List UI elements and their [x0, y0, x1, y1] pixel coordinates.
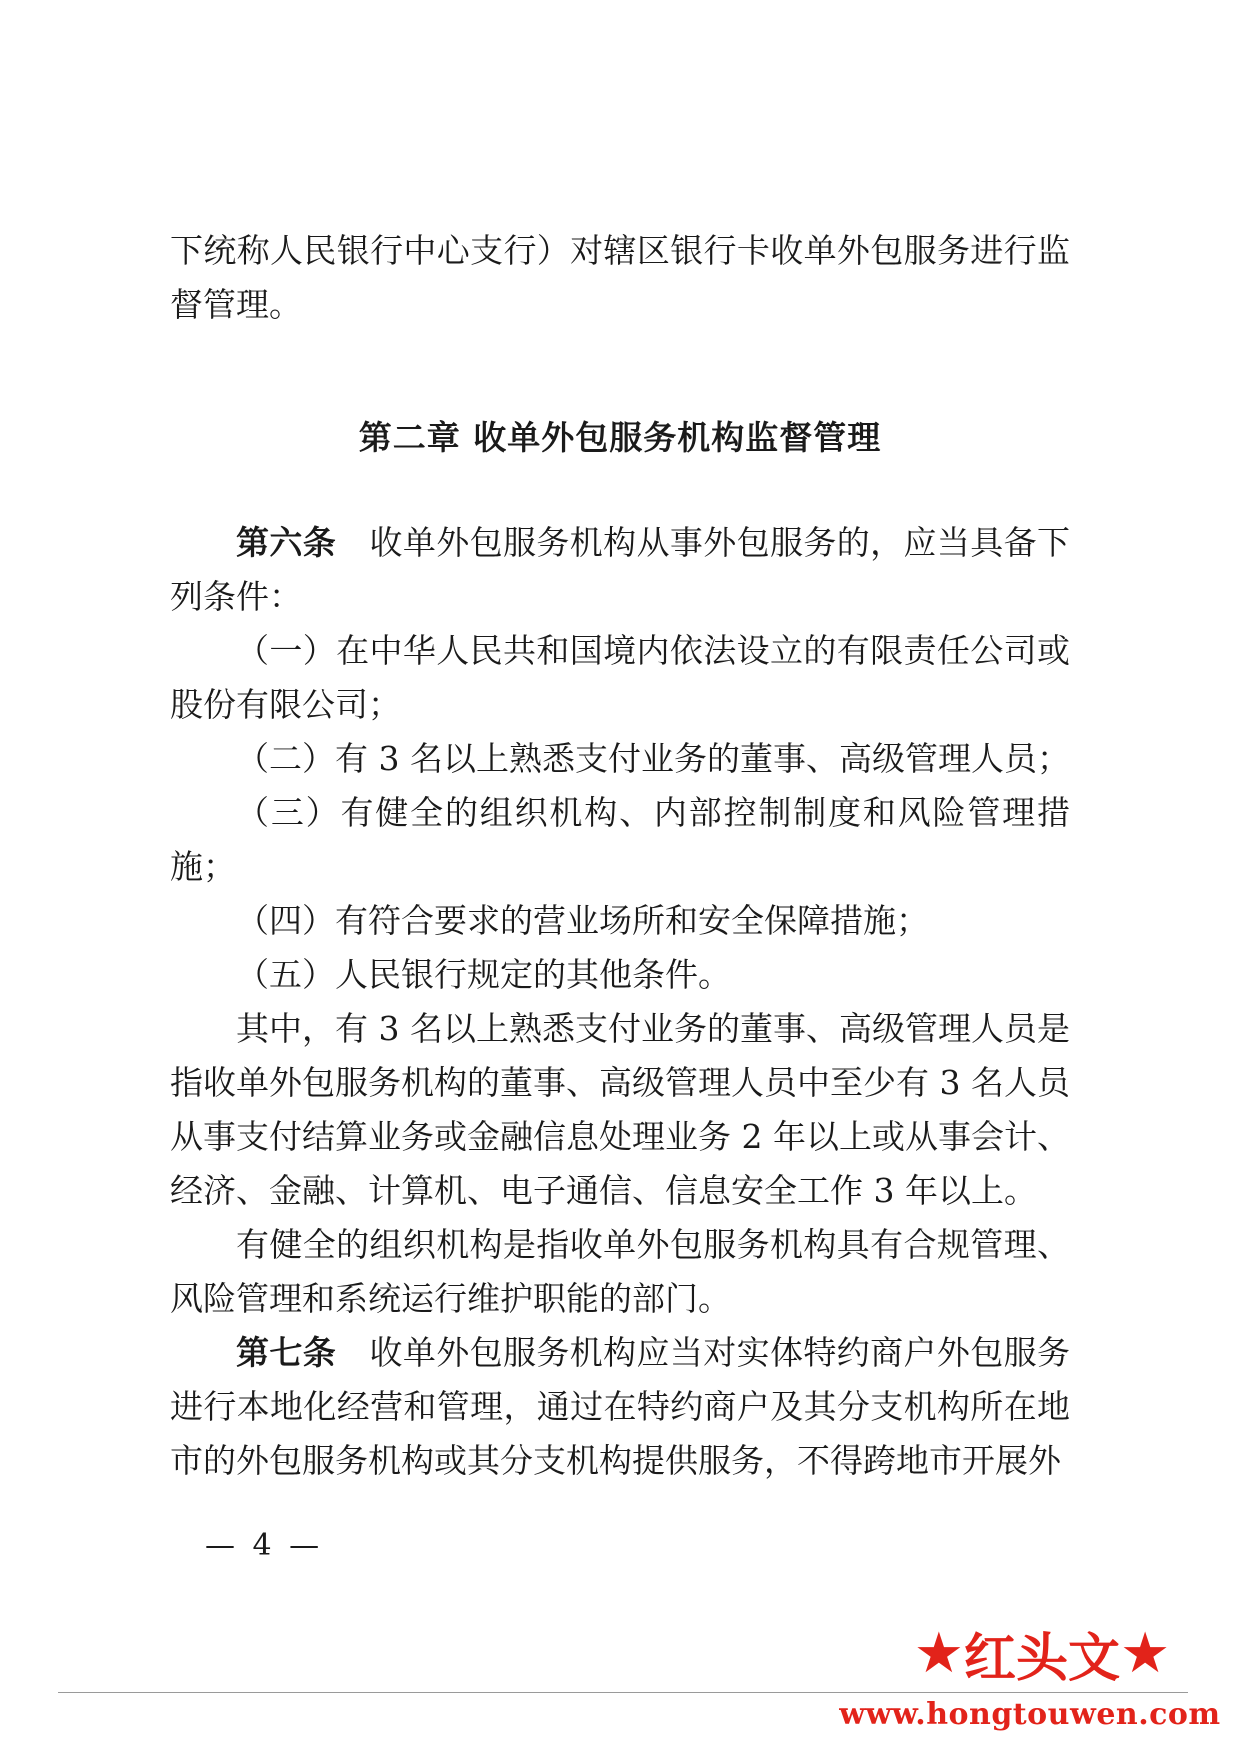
article-6-item-3: （三）有健全的组织机构、内部控制制度和风险管理措施； [170, 793, 1070, 886]
article-6-item-1: （一）在中华人民共和国境内依法设立的有限责任公司或股份有限公司； [170, 631, 1070, 724]
page-number: — 4 — [205, 1528, 324, 1563]
watermark-title [862, 1616, 1222, 1691]
article-7-text: 收单外包服务机构应当对实体特约商户外包服务进行本地化经营和管理，通过在特约商户及其分支机构所在地市的外包服务机构或其分支机构提供服务，不得跨地市开展外 [170, 1333, 1070, 1480]
article-7-paragraph [170, 1326, 1070, 1488]
article-6-label: 第六条 [236, 523, 337, 562]
intro-paragraph: 下统称人民银行中心支行）对辖区银行卡收单外包服务进行监督管理。 [170, 231, 1070, 324]
article-6-explanation-2: 有健全的组织机构是指收单外包服务机构具有合规管理、风险管理和系统运行维护职能的部门。 [170, 1225, 1070, 1318]
watermark-url: www.hongtouwen.com [839, 1697, 1221, 1732]
star-icon: ★ [1120, 1621, 1171, 1686]
article-6-item-5: （五）人民银行规定的其他条件。 [236, 955, 731, 994]
chapter-title: 第二章 收单外包服务机构监督管理 [358, 418, 882, 457]
article-6-item-4: （四）有符合要求的营业场所和安全保障措施； [236, 901, 929, 940]
watermark-text: 红头文 [963, 1629, 1120, 1689]
article-6-explanation-1: 其中，有 3 名以上熟悉支付业务的董事、高级管理人员是指收单外包服务机构的董事、高级管理人员中至少有 3 名人员从事支付结算业务或金融信息处理业务 2 年以上或从事会计、经济、金融、计算机、电子通信、信息安全工作 3 年以上。 [170, 1009, 1070, 1210]
star-icon: ★ [913, 1621, 964, 1686]
article-6-paragraph [170, 516, 1070, 624]
footer-divider [58, 1692, 1188, 1693]
article-6-item-2: （二）有 3 名以上熟悉支付业务的董事、高级管理人员； [236, 739, 1070, 778]
article-6-text: 收单外包服务机构从事外包服务的，应当具备下列条件： [170, 523, 1070, 616]
article-7-label: 第七条 [236, 1333, 337, 1372]
